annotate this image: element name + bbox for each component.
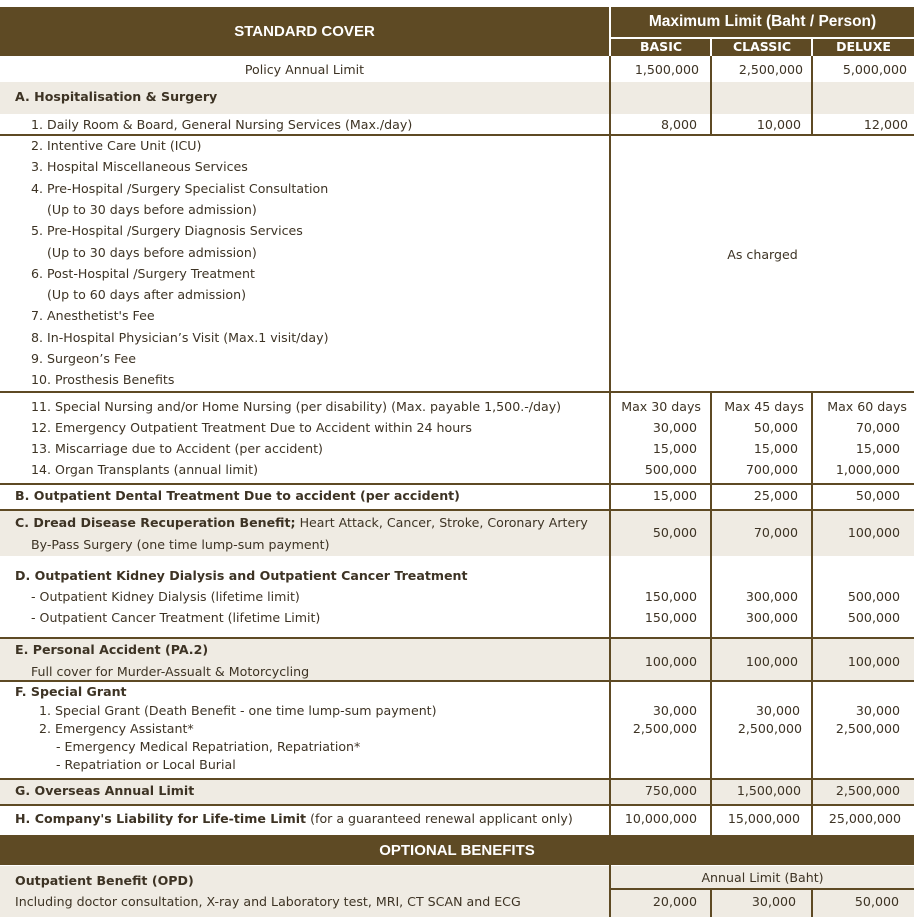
section-h-title: H. Company's Liability for Life-time Limit [15, 811, 307, 826]
item-label: 2. Emergency Assistant* [39, 721, 194, 736]
value-basic: 500,000 [644, 462, 697, 477]
opd-desc: Including doctor consultation, X-ray and Laboratory test, MRI, CT SCAN and ECG [15, 894, 521, 909]
item-label: 9. Surgeon’s Fee [31, 351, 136, 366]
standard-cover-title: STANDARD COVER [234, 23, 375, 40]
row-divider [0, 509, 914, 511]
value-basic: 100,000 [644, 654, 697, 669]
section-g-title: G. Overseas Annual Limit [15, 783, 195, 798]
value-deluxe: 2,500,000 [835, 783, 900, 798]
value-deluxe: 15,000 [855, 441, 900, 456]
plan-basic-header: BASIC [639, 39, 683, 54]
value-classic: 25,000 [753, 488, 798, 503]
value-classic: 2,500,000 [737, 721, 802, 736]
item-label: 4. Pre-Hospital /Surgery Specialist Consultation [31, 181, 329, 196]
item-label: 13. Miscarriage due to Accident (per accident) [31, 441, 323, 456]
row-divider [0, 134, 914, 136]
item-label: (Up to 30 days before admission) [47, 245, 257, 260]
value-basic: 1,500,000 [634, 62, 699, 77]
value-deluxe: 12,000 [863, 117, 908, 132]
section-c-desc2: By-Pass Surgery (one time lump-sum payment) [31, 537, 330, 552]
value-deluxe: 50,000 [855, 488, 900, 503]
header-divider [710, 38, 712, 56]
value-classic: 50,000 [753, 420, 798, 435]
item-label: 3. Hospital Miscellaneous Services [31, 159, 248, 174]
item-label: (Up to 30 days before admission) [47, 202, 257, 217]
value-deluxe: 5,000,000 [842, 62, 907, 77]
value-deluxe: 100,000 [847, 525, 900, 540]
row-divider [0, 483, 914, 485]
max-limit-title: Maximum Limit (Baht / Person) [648, 13, 877, 30]
value-deluxe: 70,000 [855, 420, 900, 435]
value-classic: 30,000 [751, 894, 796, 909]
value-basic: 150,000 [644, 589, 697, 604]
value-classic: 300,000 [745, 610, 798, 625]
section-h-line [15, 811, 573, 827]
header-divider [611, 37, 914, 39]
value-classic: 10,000 [756, 117, 801, 132]
value-classic: 15,000 [753, 441, 798, 456]
value-classic: 100,000 [745, 654, 798, 669]
item-label: 8. In-Hospital Physician’s Visit (Max.1 visit/day) [31, 330, 329, 345]
policy-annual-limit-label: Policy Annual Limit [244, 62, 365, 77]
value-basic: 20,000 [652, 894, 697, 909]
item-label: - Outpatient Cancer Treatment (lifetime Limit) [31, 610, 321, 625]
row-divider [611, 888, 914, 890]
value-deluxe: 100,000 [847, 654, 900, 669]
value-deluxe: 2,500,000 [835, 721, 900, 736]
item-label: - Emergency Medical Repatriation, Repatriation* [56, 739, 361, 754]
section-c-desc: Heart Attack, Cancer, Stroke, Coronary Artery [299, 515, 588, 530]
value-deluxe: 30,000 [855, 703, 900, 718]
value-basic: 30,000 [652, 703, 697, 718]
value-classic: 30,000 [755, 703, 800, 718]
item-label: 14. Organ Transplants (annual limit) [31, 462, 258, 477]
value-basic: Max 30 days [621, 399, 701, 414]
value-basic: 750,000 [644, 783, 697, 798]
row-divider [0, 804, 914, 806]
value-basic: 15,000 [652, 441, 697, 456]
opd-title: Outpatient Benefit (OPD) [15, 873, 194, 888]
section-h-note: (for a guaranteed renewal applicant only) [310, 811, 573, 826]
section-a-title: A. Hospitalisation & Surgery [15, 89, 218, 104]
value-basic: 2,500,000 [632, 721, 697, 736]
item-label: 6. Post-Hospital /Surgery Treatment [31, 266, 255, 281]
section-e-title: E. Personal Accident (PA.2) [15, 642, 209, 657]
annual-limit-label: Annual Limit (Baht) [701, 870, 824, 885]
value-deluxe: 500,000 [847, 610, 900, 625]
value-basic: 15,000 [652, 488, 697, 503]
item-label: 1. Special Grant (Death Benefit - one time lump-sum payment) [39, 703, 437, 718]
value-classic: 70,000 [753, 525, 798, 540]
section-b-title: B. Outpatient Dental Treatment Due to accident (per accident) [15, 488, 460, 503]
item-label: 2. Intentive Care Unit (ICU) [31, 138, 202, 153]
value-basic: 10,000,000 [624, 811, 697, 826]
value-classic: 2,500,000 [738, 62, 803, 77]
item-label: 12. Emergency Outpatient Treatment Due to Accident within 24 hours [31, 420, 472, 435]
header-divider [811, 38, 813, 56]
value-basic: 30,000 [652, 420, 697, 435]
item-label: 5. Pre-Hospital /Surgery Diagnosis Services [31, 223, 303, 238]
optional-benefits-title: OPTIONAL BENEFITS [379, 841, 535, 859]
value-deluxe: 1,000,000 [835, 462, 900, 477]
value-deluxe: 25,000,000 [828, 811, 901, 826]
row-divider [0, 391, 914, 393]
item-label: 10. Prosthesis Benefits [31, 372, 175, 387]
row-divider [0, 680, 914, 682]
plan-classic-header: CLASSIC [732, 39, 792, 54]
value-deluxe: Max 60 days [827, 399, 907, 414]
value-classic: 15,000,000 [727, 811, 800, 826]
header-divider [609, 7, 611, 56]
row-divider [0, 778, 914, 780]
value-basic: 8,000 [660, 117, 697, 132]
max-limit-header [611, 7, 914, 37]
section-d-title: D. Outpatient Kidney Dialysis and Outpatient Cancer Treatment [15, 568, 468, 583]
row-divider [0, 637, 914, 639]
value-deluxe: 500,000 [847, 589, 900, 604]
item-label: - Outpatient Kidney Dialysis (lifetime limit) [31, 589, 300, 604]
as-charged-value: As charged [727, 247, 798, 262]
standard-cover-header [0, 7, 609, 56]
section-c-line [15, 515, 588, 531]
value-basic: 150,000 [644, 610, 697, 625]
item-label: 7. Anesthetist's Fee [31, 308, 155, 323]
value-classic: Max 45 days [724, 399, 804, 414]
item-label: - Repatriation or Local Burial [56, 757, 236, 772]
value-classic: 700,000 [745, 462, 798, 477]
value-classic: 300,000 [745, 589, 798, 604]
value-classic: 1,500,000 [736, 783, 801, 798]
item-label: 1. Daily Room & Board, General Nursing Services (Max./day) [31, 117, 413, 132]
value-deluxe: 50,000 [854, 894, 899, 909]
plan-deluxe-header: DELUXE [836, 39, 891, 54]
item-label: 11. Special Nursing and/or Home Nursing (per disability) (Max. payable 1,500.-/day) [31, 399, 562, 414]
optional-benefits-header [0, 835, 914, 865]
section-e-desc: Full cover for Murder-Assualt & Motorcycling [31, 664, 310, 679]
section-f-title: F. Special Grant [15, 684, 127, 699]
value-basic: 50,000 [652, 525, 697, 540]
item-label: (Up to 60 days after admission) [47, 287, 247, 302]
section-c-title: C. Dread Disease Recuperation Benefit; [15, 515, 296, 530]
